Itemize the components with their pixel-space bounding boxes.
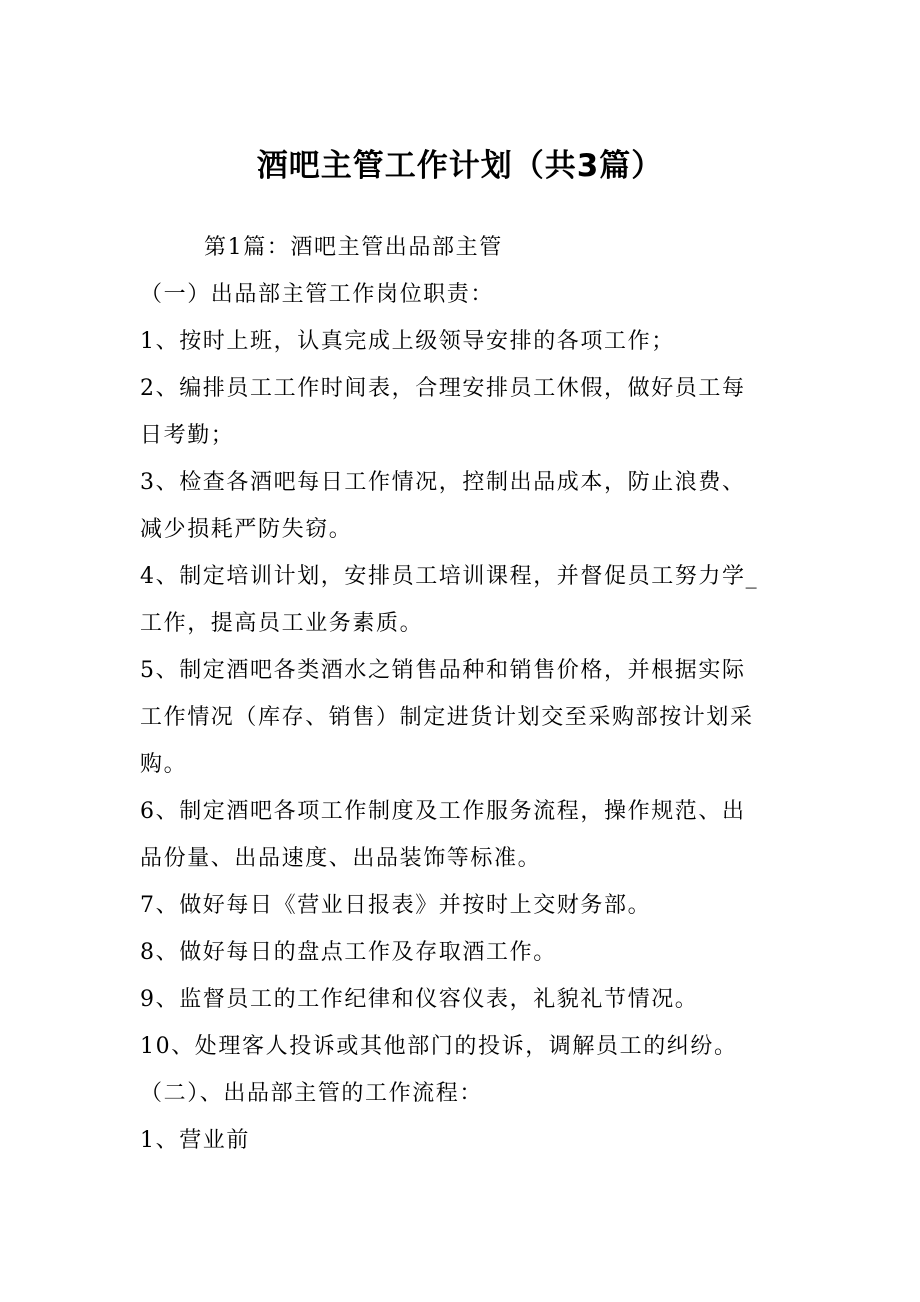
duty-item: [140, 365, 800, 459]
duty-line: 4、制定培训计划，安排员工培训课程，并督促员工努力学_: [140, 564, 759, 589]
duty-item: [140, 459, 800, 553]
duty-line: 减少损耗严防失窃。: [140, 517, 353, 542]
flow-first-item: 1、营业前: [140, 1128, 250, 1153]
duty-line: 9、监督员工的工作纪律和仪容仪表，礼貌礼节情况。: [140, 987, 699, 1012]
duty-item: [140, 318, 800, 365]
duty-line: 6、制定酒吧各项工作制度及工作服务流程，操作规范、出: [140, 799, 746, 824]
duty-item: [140, 976, 800, 1023]
duty-line: 工作情况（库存、销售）制定进货计划交至采购部按计划采: [140, 705, 754, 730]
duty-line: 1、按时上班，认真完成上级领导安排的各项工作；: [140, 329, 675, 354]
duty-line: 5、制定酒吧各类酒水之销售品种和销售价格，并根据实际: [140, 658, 746, 683]
duty-item: [140, 882, 800, 929]
document-title: 酒吧主管工作计划（共3篇）: [256, 148, 664, 184]
duty-line: 3、检查各酒吧每日工作情况，控制出品成本，防止浪费、: [140, 470, 746, 495]
duty-line: 2、编排员工工作时间表，合理安排员工休假，做好员工每: [140, 376, 746, 401]
duty-item: [140, 647, 800, 788]
part2-heading: （二）、出品部主管的工作流程：: [140, 1081, 484, 1106]
duty-line: 购。: [140, 752, 188, 777]
duty-item: [140, 553, 800, 647]
duty-line: 7、做好每日《营业日报表》并按时上交财务部。: [140, 893, 652, 918]
duty-item: [140, 1023, 800, 1070]
duty-line: 品份量、出品速度、出品装饰等标准。: [140, 846, 542, 871]
section-heading: 第1篇：酒吧主管出品部主管: [204, 235, 503, 260]
duty-line: 8、做好每日的盘点工作及存取酒工作。: [140, 940, 557, 965]
duty-item: [140, 788, 800, 882]
duty-line: 10、处理客人投诉或其他部门的投诉，调解员工的纠纷。: [140, 1034, 738, 1059]
duty-line: 工作，提高员工业务素质。: [140, 611, 424, 636]
part1-heading: （一）出品部主管工作岗位职责：: [140, 282, 495, 307]
document-body: [140, 224, 800, 1164]
duty-line: 日考勤；: [140, 423, 235, 448]
duty-item: [140, 929, 800, 976]
